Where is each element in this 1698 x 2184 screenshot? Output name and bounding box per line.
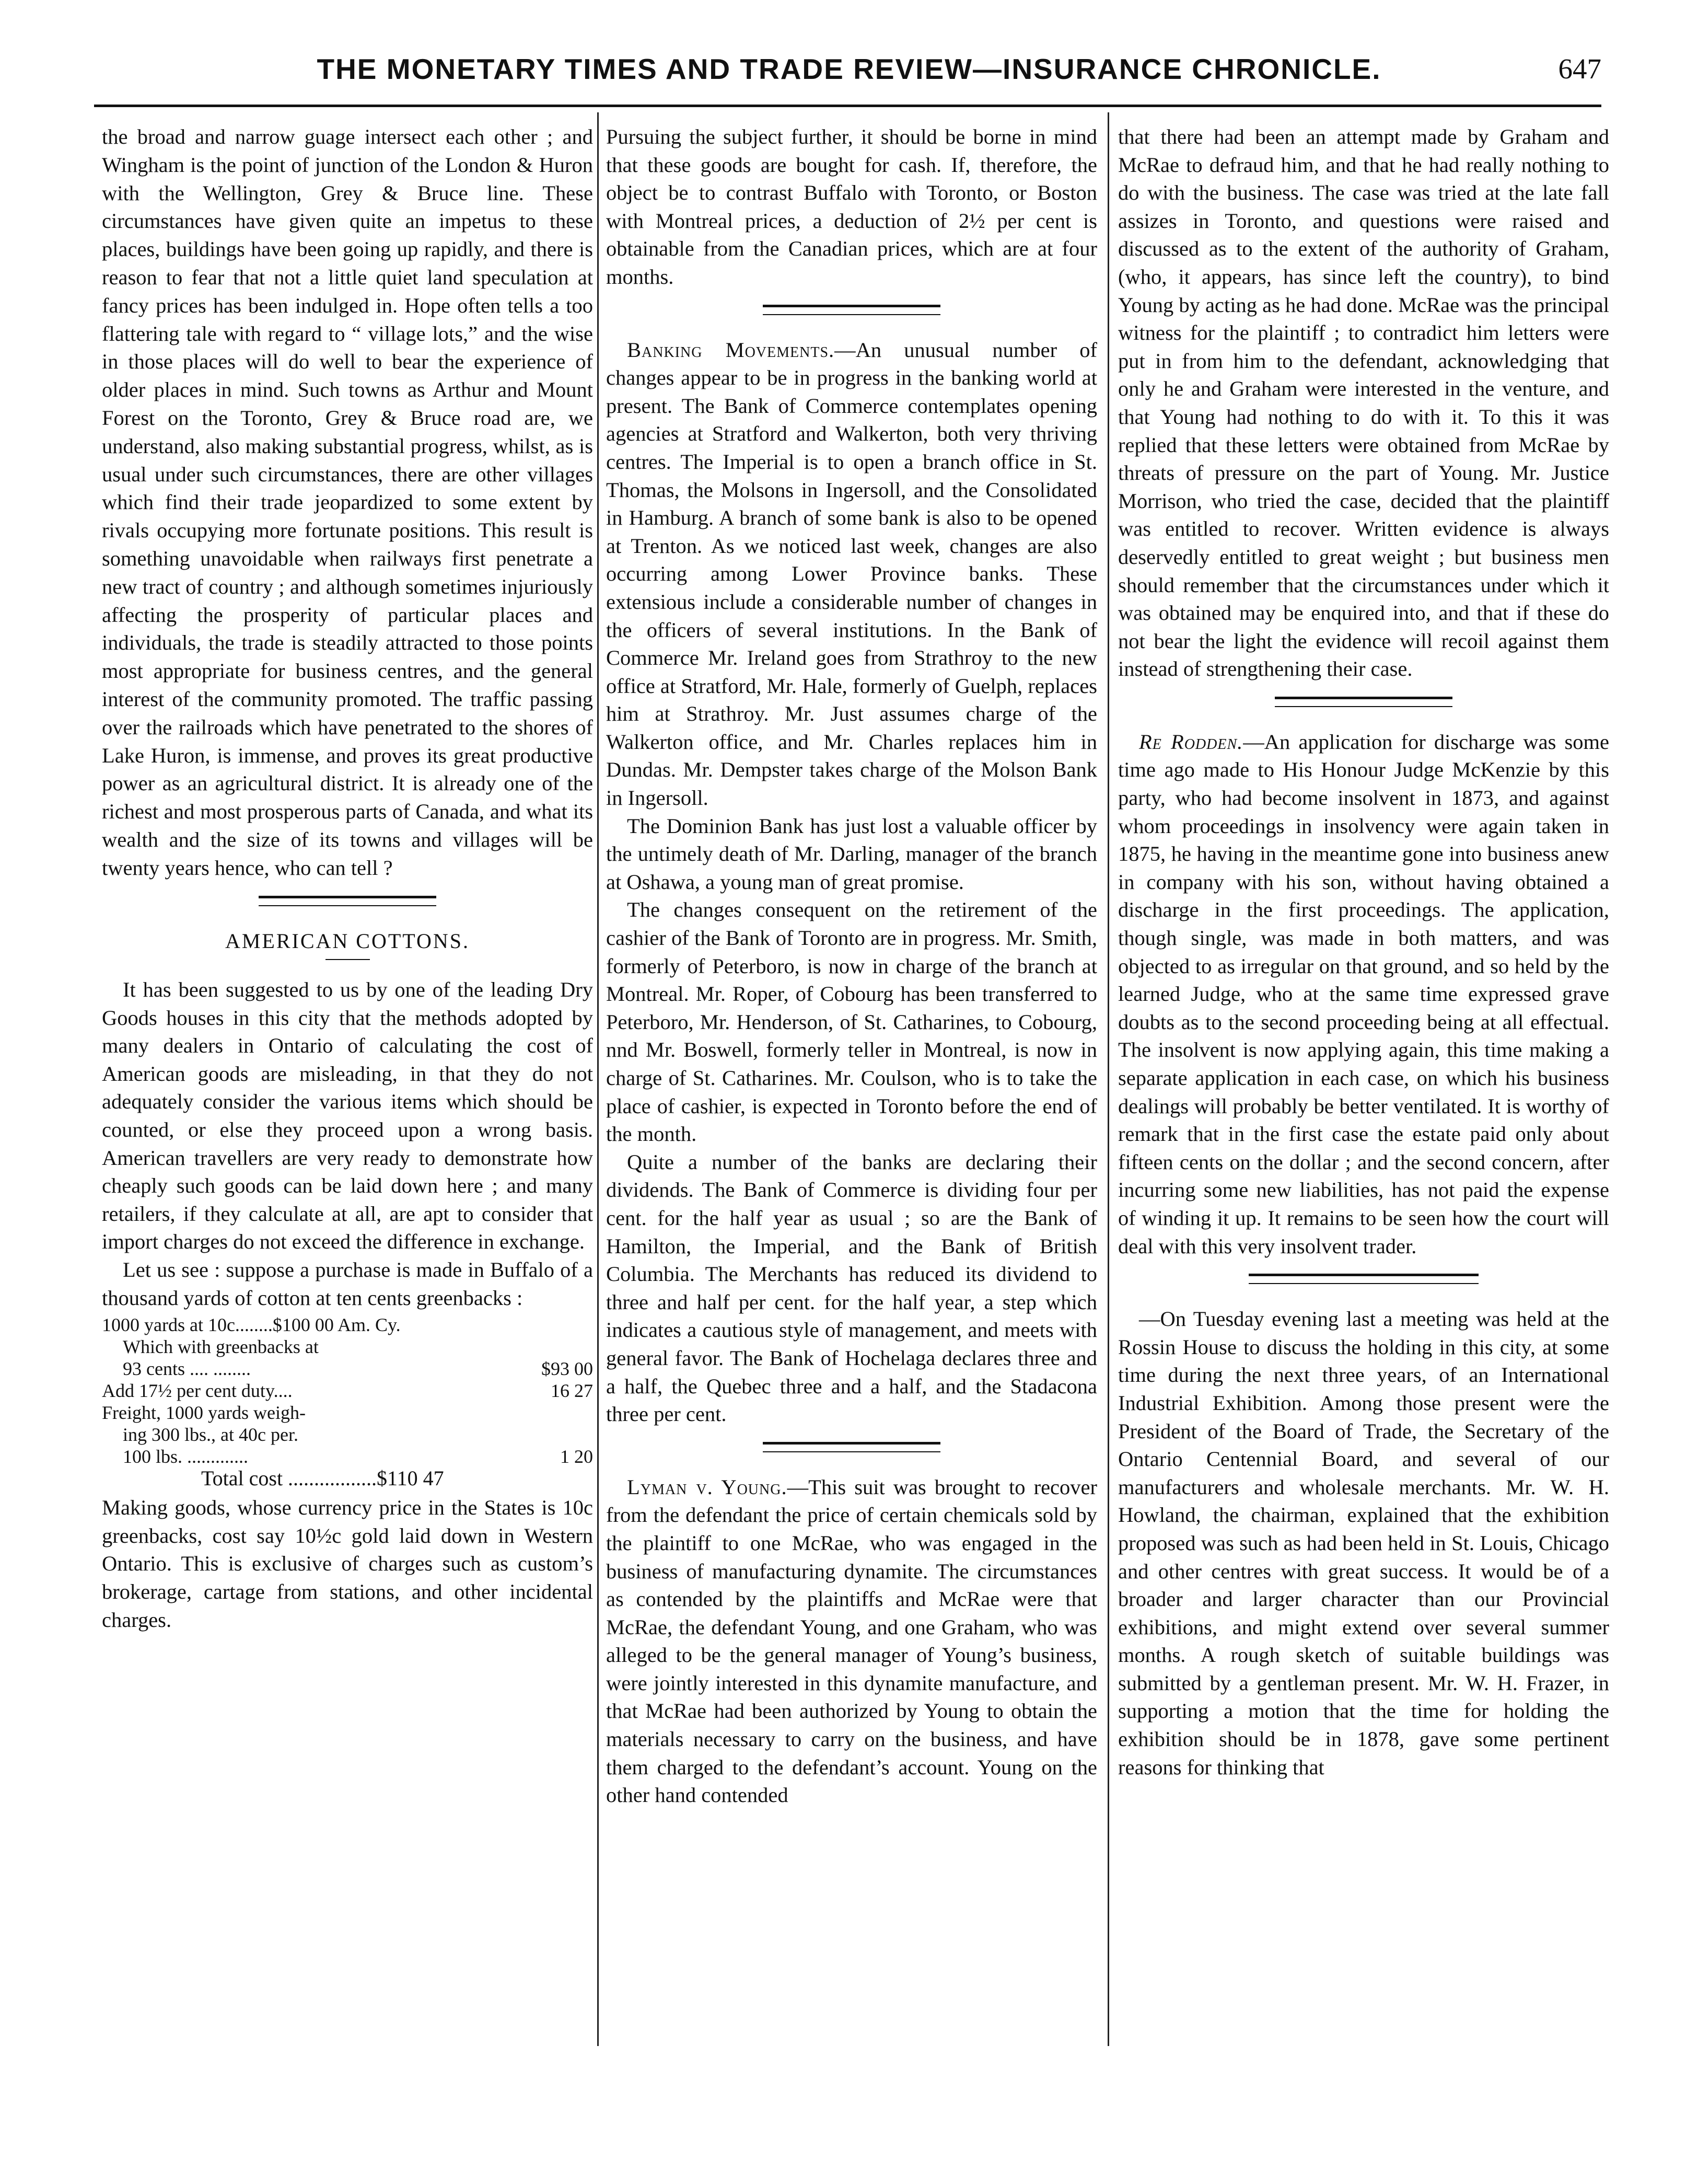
paragraph: Let us see : suppose a purchase is made in Buffalo of a thousand yards of cotton at ten cents greenbacks : (102, 1258, 593, 1310)
calc-total: Total cost .................$110 47 (201, 1466, 444, 1490)
article-re-rodden (1118, 728, 1609, 1260)
article-banking-movements (606, 336, 1097, 812)
paragraph: The changes consequent on the retirement of the cashier of the Bank of Toronto are in progress. Mr. Smith, formerly of Peterboro, is now in charge of the branch at Montreal. Mr. Roper, of Cobourg has been transferred to Peterboro, Mr. Henderson, of St. Catharines, to Cobourg, nnd Mr. Boswell, formerly teller in Montreal, is now in charge of St. Catharines. Mr. Coulson, who is to take the place of cashier, is expected in Toronto before the end of the month. (606, 898, 1097, 1146)
article-lyman-v-young (606, 1473, 1097, 1809)
calc-line: 1000 yards at 10c........$100 00 Am. Cy. (102, 1314, 401, 1336)
section-divider (763, 1442, 940, 1452)
article-body: —An application for discharge was some time ago made to His Honour Judge McKenzie by this party, who had become insolvent in 1873, and against whom proceedings in insolvency were again taken in 1875, he having in the meantime gone into business anew in company with his son, without having obtained a discharge in the first proceedings. The application, though single, was made in both matters, and was objected to as irregular on that ground, and so held by the learned Judge, who at the same time expressed grave doubts as to the second proceeding being at all effectual. The insolvent is now applying again, this time making a separate application in each case, on which his business dealings will probably be better ventilated. It is worthy of remark that in the first case the estate paid only about fifteen cents on the dollar ; and the second concern, after incurring some new liabilities, has not paid the expense of winding it up. It remains to be seen how the court will deal with this very insolvent trader. (1118, 730, 1609, 1258)
page-header (97, 38, 1601, 100)
paragraph: It has been suggested to us by one of the leading Dry Goods houses in this city that the methods adopted by many dealers in Ontario of calculating the cost of American goods are misleading, in that they do not adequately consider the various items which should be counted, or else they proceed upon a wrong basis. American travellers are very ready to demonstrate how cheaply such goods can be laid down here ; and many retailers, if they calculate at all, are apt to consider that import charges do not exceed the difference in exchange. (102, 978, 593, 1254)
article-continued-text: the broad and narrow guage intersect each other ; and Wingham is the point of junction of the London & Huron with the Wellington, Grey & Bruce line. These circumstances have given quite an impetus to these places, buildings have been going up rapidly, and there is reason to fear that not a little quiet land speculation at fancy prices has been indulged in. Hope often tells a too flattering tale with regard to “ village lots,” and the wise in those places will do well to bear the experience of older places in mind. Such towns as Arthur and Mount Forest on the Toronto, Grey & Bruce road are, we understand, also making substantial progress, whilst, as is usual under such circumstances, there are other villages which find their trade jeopardized to some extent by rivals occupying more fortunate positions. This result is something unavoidable when railways first penetrate a new tract of country ; and although sometimes injuriously affecting the prosperity of particular places and individuals, the trade is steadily attracted to those points most appropriate for business centres, and the general interest of the community promoted. The traffic passing over the railroads which have penetrated to the shores of Lake Huron, is immense, and proves its great productive power as an agricultural district. It is already one of the richest and most prosperous parts of Canada, and what its wealth and the size of its towns and villages will be twenty years hence, who can tell ? (102, 125, 593, 880)
column-1 (102, 123, 593, 1634)
heading-rule (325, 959, 370, 960)
section-divider (259, 896, 436, 906)
calc-amount: 1 20 (560, 1446, 593, 1467)
masthead-title: THE MONETARY TIMES AND TRADE REVIEW—INSURANCE CHRONICLE. (317, 53, 1381, 85)
paragraph: Making goods, whose currency price in the States is 10c greenbacks, cost say 10½c gold laid down in Western Ontario. This is exclusive of charges such as custom’s brokerage, cartage from stations, and other incidental charges. (102, 1496, 593, 1632)
paragraph: Pursuing the subject further, it should be borne in mind that these goods are bought for cash. If, therefore, the object be to contrast Buffalo with Toronto, or Boston with Montreal prices, a deduction of 2½ per cent is obtainable from the Canadian prices, which are at four months. (606, 125, 1097, 288)
column-rule-right (1108, 112, 1109, 2046)
article-body: —An unusual number of changes appear to be in progress in the banking world at present. The Bank of Commerce contemplates opening agencies at Stratford and Walkerton, both very thriving centres. The Imperial is to open a branch office in St. Thomas, the Molsons in Ingersoll, and the Consolidated in Hamburg. A branch of some bank is also to be opened at Trenton. As we noticed last week, changes are also occurring among Lower Province banks. These extensious include a considerable number of changes in the officers of several institutions. In the Bank of Commerce Mr. Ireland goes from Strathroy to the new office at Stratford, Mr. Hale, formerly of Guelph, replaces him at Strathroy. Mr. Just assumes charge of the Walkerton office, and Mr. Charles replaces him in Dundas. Mr. Dempster takes charge of the Molson Bank in Ingersoll. (606, 338, 1097, 810)
column-2 (606, 123, 1097, 1809)
section-divider (1249, 1274, 1479, 1284)
article-title: Banking Movements. (627, 338, 835, 362)
article-title: Re Rodden. (1139, 730, 1243, 754)
calc-label: 100 lbs. ............. (123, 1446, 249, 1467)
calc-line: Freight, 1000 yards weigh- (102, 1402, 306, 1424)
cost-calculation (102, 1314, 593, 1489)
calc-amount: $93 00 (541, 1358, 593, 1380)
calc-line: Which with greenbacks at (123, 1336, 319, 1358)
calc-label: 93 cents .... ........ (123, 1358, 251, 1380)
article-body: —This suit was brought to recover from the defendant the price of certain chemicals sold by the plaintiff to one McRae, who was engaged in the business of manufacturing dynamite. The circumstances as contended by the plaintiffs and McRae were that McRae, the defendant Young, and one Graham, who was alleged to be the general manager of Young’s business, were jointly interested in this dynamite manufacture, and that McRae had been authorized by Young to obtain the materials necessary to carry on the business, and have them charged to the defendant’s account. Young on the other hand contended (606, 1475, 1097, 1807)
column-rule-left (597, 112, 599, 2046)
paragraph: Quite a number of the banks are declaring their dividends. The Bank of Commerce is dividing four per cent. for the half year as usual ; so are the Bank of Hamilton, the Imperial, and the Bank of British Columbia. The Merchants has reduced its dividend to three and half per cent. for the half year, a step which indicates a cautious style of management, and meets with general favor. The Bank of Hochelaga declares three and a half, the Quebec three and a half, and the Stadacona three per cent. (606, 1150, 1097, 1426)
column-3 (1118, 123, 1609, 1781)
header-rule (94, 105, 1601, 107)
section-divider (1275, 697, 1452, 707)
article-title: Lyman v. Young. (627, 1475, 787, 1499)
calc-label: Add 17½ per cent duty.... (102, 1380, 293, 1402)
paragraph: The Dominion Bank has just lost a valuable officer by the untimely death of Mr. Darling, manager of the branch at Oshawa, a young man of great promise. (606, 814, 1097, 894)
paragraph: that there had been an attempt made by Graham and McRae to defraud him, and that he had really nothing to do with the business. The case was tried at the late fall assizes in Toronto, and questions were raised and discussed as to the extent of the authority of Graham, (who, it appears, has since left the country), to bind Young by acting as he had done. McRae was the principal witness for the plaintiff ; to contradict him letters were put in from him to the defendant, acknowledging that only he and Graham were interested in the venture, and that Young had nothing to do with it. To this it was replied that these letters were obtained from McRae by threats of pressure on the part of Young. Mr. Justice Morrison, who tried the case, decided that the plaintiff was entitled to recover. Written evidence is always deservedly entitled to great weight ; but business men should remember that the circumstances under which it was obtained may be enquired into, and that if these do not bear the light the evidence will recoil against them instead of strengthening their case. (1118, 125, 1609, 681)
page-number: 647 (1558, 53, 1601, 85)
article-heading-american-cottons: AMERICAN COTTONS. (225, 929, 470, 953)
section-divider (763, 305, 940, 315)
paragraph: —On Tuesday evening last a meeting was held at the Rossin House to discuss the holding in this city, at some time during the next three years, of an International Industrial Exhibition. Among those present were the President of the Board of Trade, the Secretary of the Ontario Centennial Board, and several of our manufacturers and wholesale merchants. Mr. W. H. Howland, the chairman, explained that the exhibition proposed was such as had been held in St. Louis, Chicago and other centres with great success. It would be of a broader and larger character than our Provincial exhibitions, and might extend over several summer months. A rough sketch of suitable buildings was submitted by a gentleman present. Mr. W. H. Frazer, in supporting a motion that the time for holding the exhibition should be in 1878, gave some pertinent reasons for thinking that (1118, 1307, 1609, 1779)
calc-line: ing 300 lbs., at 40c per. (123, 1424, 298, 1446)
calc-amount: 16 27 (551, 1380, 593, 1402)
